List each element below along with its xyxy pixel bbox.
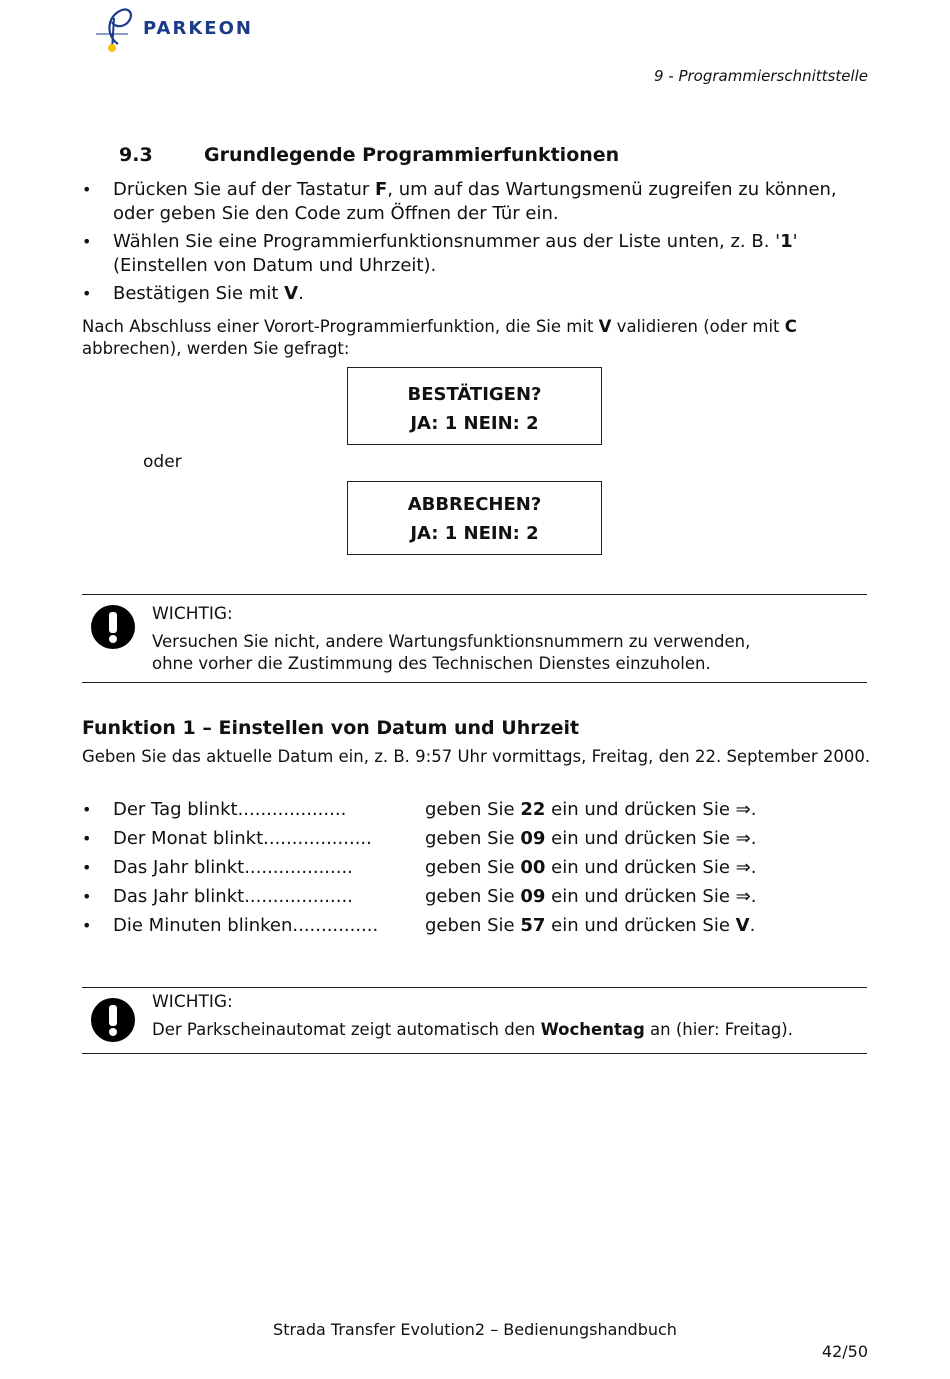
confirm-prompt-box [347, 367, 602, 445]
instruction-list [82, 178, 872, 310]
warning-text: Versuchen Sie nicht, andere Wartungsfunktionsnummern zu verwenden, ohne vorher die Zustimmung des Technischen Dienstes einzuholen. [152, 632, 751, 673]
list-item: • Wählen Sie eine Programmierfunktionsnummer aus der Liste unten, z. B. '1' (Einstellen von Datum und Uhrzeit). [82, 230, 872, 278]
divider [82, 1053, 867, 1054]
step-list [82, 795, 872, 940]
cancel-prompt-title: ABBRECHEN? [407, 494, 542, 515]
or-label: oder [143, 452, 182, 472]
warning-title: WICHTIG: [152, 992, 233, 1012]
chapter-heading: 9 - Programmierschnittstelle [653, 67, 868, 85]
function-intro: Geben Sie das aktuelle Datum ein, z. B. 9:57 Uhr vormittags, Freitag, den 22. September 2000. [82, 747, 871, 766]
confirm-prompt-title: BESTÄTIGEN? [407, 384, 542, 405]
list-item: • Der Monat blinkt................... geben Sie 09 ein und drücken Sie ⇒. [82, 824, 872, 853]
confirm-prompt-options: JA: 1 NEIN: 2 [410, 413, 539, 434]
exclamation-icon [91, 605, 135, 649]
list-item: • Drücken Sie auf der Tastatur F, um auf das Wartungsmenü zugreifen zu können, oder geben Sie den Code zum Öffnen der Tür ein. [82, 178, 872, 226]
list-item: • Die Minuten blinken............... geben Sie 57 ein und drücken Sie V. [82, 911, 872, 940]
divider [82, 594, 867, 595]
cancel-prompt-options: JA: 1 NEIN: 2 [410, 523, 539, 544]
function-title: Funktion 1 – Einstellen von Datum und Uhrzeit [82, 717, 580, 739]
divider [82, 682, 867, 683]
list-item: • Das Jahr blinkt................... geben Sie 09 ein und drücken Sie ⇒. [82, 882, 872, 911]
page-number: 42/50 [821, 1342, 868, 1361]
logo-wordmark: PARKEON [143, 18, 253, 39]
warning-text: Der Parkscheinautomat zeigt automatisch den Wochentag an (hier: Freitag). [152, 1020, 793, 1039]
warning-title: WICHTIG: [152, 604, 233, 624]
intro-paragraph: Nach Abschluss einer Vorort-Programmierfunktion, die Sie mit V validieren (oder mit C abbrechen), werden Sie gefragt: [82, 317, 797, 358]
footer-title: Strada Transfer Evolution2 – Bedienungshandbuch [273, 1320, 677, 1339]
section-title: Grundlegende Programmierfunktionen [204, 144, 620, 166]
section-number: 9.3 [119, 144, 153, 166]
exclamation-icon [91, 998, 135, 1042]
cancel-prompt-box [347, 481, 602, 555]
list-item: • Das Jahr blinkt................... geben Sie 00 ein und drücken Sie ⇒. [82, 853, 872, 882]
list-item: • Der Tag blinkt................... geben Sie 22 ein und drücken Sie ⇒. [82, 795, 872, 824]
list-item: • Bestätigen Sie mit V. [82, 282, 872, 306]
divider [82, 987, 867, 988]
